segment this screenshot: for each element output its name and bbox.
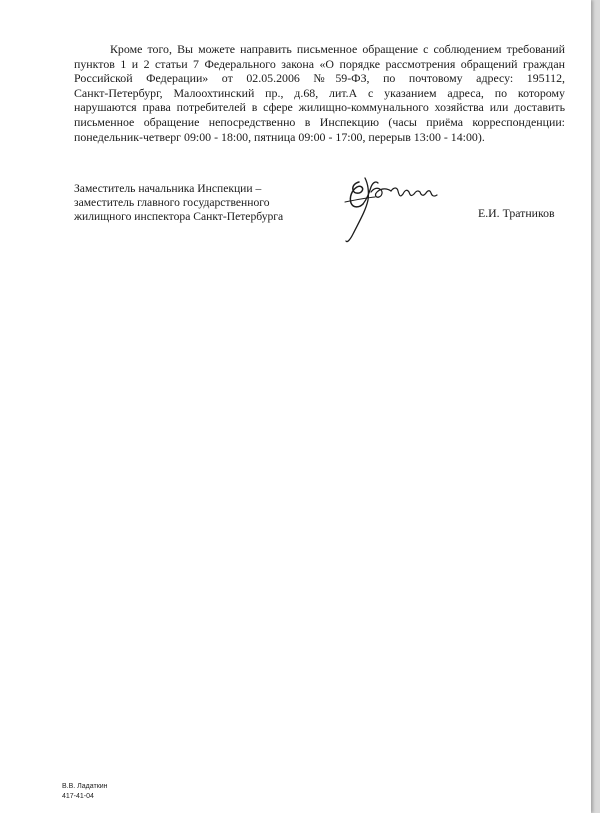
body-paragraph xyxy=(74,42,565,144)
paragraph-line: Санкт-Петербург, Малоохтинский пр., д.68, лит.А с указанием адреса, по которому xyxy=(74,85,565,100)
paragraph-line: Кроме того, Вы можете направить письменное обращение с соблюдением требований xyxy=(110,42,565,56)
paragraph-line: пунктов 1 и 2 статьи 7 Федерального закона «О порядке рассмотрения обращений граждан xyxy=(74,56,565,71)
paragraph-line: понедельник-четверг 09:00 - 18:00, пятница 09:00 - 17:00, перерыв 13:00 - 14:00). xyxy=(74,129,485,144)
signer-position-line: Заместитель начальника Инспекции – xyxy=(74,182,262,195)
signer-position-line: заместитель главного государственного xyxy=(74,196,270,210)
executor-phone: 417-41-04 xyxy=(62,792,94,800)
handwritten-signature xyxy=(335,170,455,250)
executor-name: В.В. Ладаткин xyxy=(62,783,108,790)
signer-name: Е.И. Тратников xyxy=(478,206,555,220)
signer-position-line: жилищного инспектора Санкт-Петербурга xyxy=(74,210,284,224)
signer-position xyxy=(74,182,283,225)
paragraph-line: письменное обращение непосредственно в Инспекцию (часы приёма корреспонденции: xyxy=(74,114,565,129)
paragraph-line: Российской Федерации» от 02.05.2006 №59-ФЗ, по почтовому адресу: 195112, xyxy=(74,71,565,86)
paragraph-line: нарушаются права потребителей в сфере жилищно-коммунального хозяйства или доставить xyxy=(74,100,565,115)
executor-footer xyxy=(62,782,108,801)
